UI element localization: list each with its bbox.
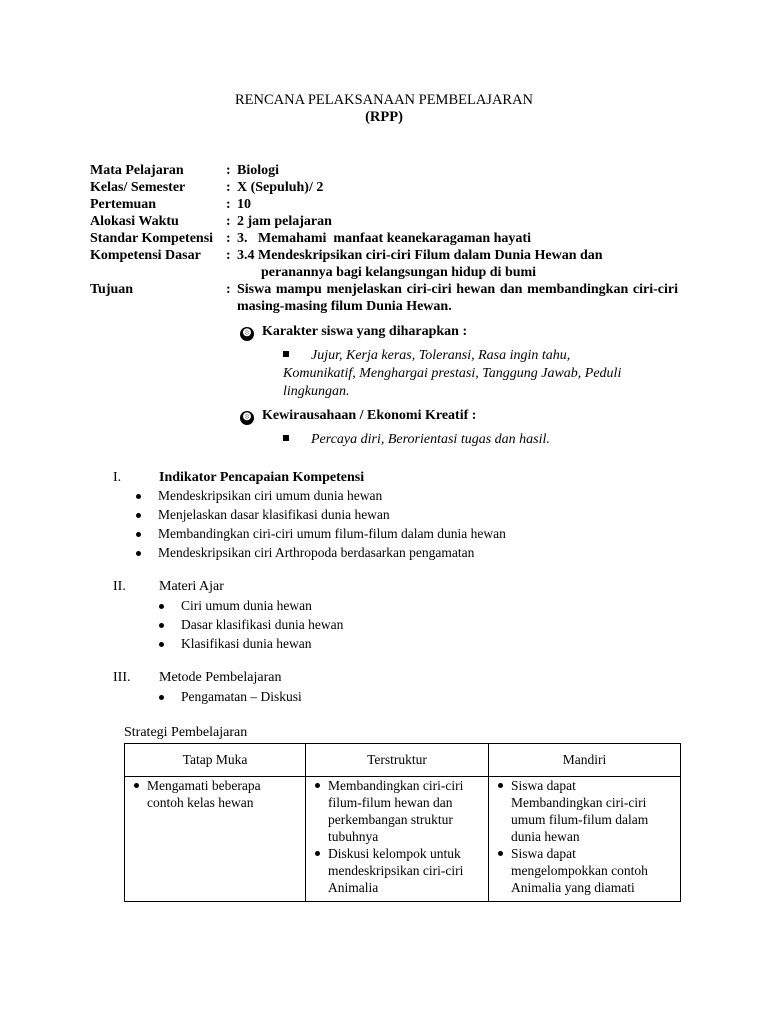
cell-text: Siswa dapat: [511, 846, 576, 861]
bullet-icon: [136, 513, 141, 518]
meta-colon: :: [226, 214, 231, 229]
bullet-icon: [136, 532, 141, 537]
meta-row-kompetensi: [90, 247, 690, 264]
bullet-icon: [159, 623, 164, 628]
list-item-text: Dasar klasifikasi dunia hewan: [181, 617, 344, 632]
meta-label: Mata Pelajaran: [90, 163, 184, 178]
kewirausahaan-label: Kewirausahaan / Ekonomi Kreatif :: [262, 408, 477, 423]
meta-value: X (Sepuluh)/ 2: [237, 180, 324, 195]
strategi-heading: Strategi Pembelajaran: [124, 725, 248, 740]
column-header: Tatap Muka: [125, 744, 306, 777]
section-heading-materi: [113, 579, 513, 597]
meta-value: 2 jam pelajaran: [237, 214, 332, 229]
cell-item: [489, 845, 680, 896]
karakter-heading: [240, 324, 467, 341]
bullet-icon: [315, 851, 320, 856]
meta-row-standar: [90, 230, 690, 247]
bullet-icon: [136, 551, 141, 556]
meta-label: Tujuan: [90, 282, 134, 297]
cell-text: mendeskripsikan ciri-ciri: [328, 863, 464, 878]
cell-item: [306, 777, 488, 845]
table-cell-tatap-muka: [125, 777, 306, 902]
strategy-table: [124, 743, 681, 902]
karakter-label: Karakter siswa yang diharapkan :: [262, 324, 468, 339]
square-bullet-icon: [283, 351, 289, 357]
column-header: Terstruktur: [306, 744, 489, 777]
meta-value: 3. Memahami manfaat keanekaragaman hayati: [237, 231, 531, 246]
meta-row-kompetensi-cont: [90, 264, 690, 281]
section-label: Materi Ajar: [159, 579, 224, 594]
numbered-circle-icon: ❽: [240, 411, 254, 425]
meta-colon: :: [226, 180, 231, 195]
karakter-list: [283, 347, 663, 401]
cell-item: [306, 845, 488, 896]
meta-row-mata-pelajaran: [90, 162, 690, 179]
cell-item: [125, 777, 305, 811]
cell-text: perkembangan struktur: [328, 812, 453, 827]
section-number: III.: [113, 670, 131, 685]
bullet-icon: [159, 604, 164, 609]
list-item-text: Ciri umum dunia hewan: [181, 598, 312, 613]
meta-label: Standar Kompetensi: [90, 231, 214, 246]
cell-text: Animalia: [328, 880, 379, 895]
cell-text: contoh kelas hewan: [147, 795, 254, 810]
bullet-icon: [498, 783, 503, 788]
meta-label: Kelas/ Semester: [90, 180, 186, 195]
square-bullet-icon: [283, 435, 289, 441]
bullet-icon: [134, 783, 139, 788]
section-number: I.: [113, 470, 122, 485]
table-header-row: [125, 744, 681, 777]
section-heading-indikator: [113, 470, 513, 488]
meta-value: Siswa mampu menjelaskan ciri-ciri hewan dan membandingkan ciri-ciri masing-masing filum Dunia Hewan.: [237, 282, 678, 314]
list-item-text: Pengamatan – Diskusi: [181, 689, 302, 704]
list-item-text: Menjelaskan dasar klasifikasi dunia hewan: [158, 507, 390, 522]
meta-row-pertemuan: [90, 196, 690, 213]
kewirausahaan-text: Percaya diri, Berorientasi tugas dan hasil.: [311, 432, 550, 447]
meta-label: Alokasi Waktu: [90, 214, 179, 229]
meta-colon: :: [226, 231, 231, 246]
table-cell-terstruktur: [306, 777, 489, 902]
cell-text: filum-filum hewan dan: [328, 795, 453, 810]
kewirausahaan-heading: [240, 408, 476, 425]
document-title: RENCANA PELAKSANAAN PEMBELAJARAN: [234, 92, 534, 108]
meta-row-alokasi: [90, 213, 690, 230]
meta-value: 3.4 Mendeskripsikan ciri-ciri Filum dalam Dunia Hewan dan: [237, 248, 603, 263]
karakter-text: lingkungan.: [283, 384, 350, 399]
document-subtitle: (RPP): [365, 109, 403, 125]
meta-value-continuation: peranannya bagi kelangsungan hidup di bumi: [261, 265, 537, 280]
meta-colon: :: [226, 163, 231, 178]
meta-colon: :: [226, 197, 231, 212]
bullet-icon: [315, 783, 320, 788]
meta-row-kelas: [90, 179, 690, 196]
cell-text: umum filum-filum dalam: [511, 812, 649, 827]
cell-text: Siswa dapat: [511, 778, 576, 793]
meta-value: Biologi: [237, 163, 280, 178]
table-cell-mandiri: [489, 777, 681, 902]
list-item-text: Mendeskripsikan ciri umum dunia hewan: [158, 488, 383, 503]
cell-text: tubuhnya: [328, 829, 379, 844]
cell-text: mengelompokkan contoh: [511, 863, 648, 878]
bullet-icon: [159, 695, 164, 700]
cell-text: Mengamati beberapa: [147, 778, 261, 793]
meta-value: 10: [237, 197, 251, 212]
bullet-icon: [159, 642, 164, 647]
section-heading-metode: [113, 670, 513, 688]
karakter-text: Jujur, Kerja keras, Toleransi, Rasa ingin tahu,: [311, 348, 571, 363]
bullet-icon: [136, 494, 141, 499]
karakter-text: Komunikatif, Menghargai prestasi, Tanggung Jawab, Peduli: [283, 366, 622, 381]
list-item-text: Mendeskripsikan ciri Arthropoda berdasarkan pengamatan: [158, 545, 475, 560]
numbered-circle-icon: ❽: [240, 327, 254, 341]
meta-label: Kompetensi Dasar: [90, 248, 201, 263]
cell-item: [489, 777, 680, 845]
identity-block: [90, 162, 690, 315]
meta-colon: :: [226, 282, 231, 297]
cell-text: Animalia yang diamati: [511, 880, 635, 895]
list-item-text: Klasifikasi dunia hewan: [181, 636, 312, 651]
meta-label: Pertemuan: [90, 197, 157, 212]
bullet-icon: [498, 851, 503, 856]
section-label: Metode Pembelajaran: [159, 670, 282, 685]
column-header: Mandiri: [489, 744, 681, 777]
kewirausahaan-list: [283, 431, 663, 449]
cell-text: Membandingkan ciri-ciri: [511, 795, 647, 810]
table-row: [125, 777, 681, 902]
kewirausahaan-line: [283, 431, 663, 449]
meta-row-tujuan: [90, 281, 690, 315]
list-item-text: Membandingkan ciri-ciri umum filum-filum dalam dunia hewan: [158, 526, 506, 541]
section-number: II.: [113, 579, 126, 594]
karakter-line: [283, 347, 663, 365]
cell-text: Diskusi kelompok untuk: [328, 846, 461, 861]
meta-colon: :: [226, 248, 231, 263]
cell-text: Membandingkan ciri-ciri: [328, 778, 464, 793]
cell-text: dunia hewan: [511, 829, 580, 844]
section-label: Indikator Pencapaian Kompetensi: [159, 470, 365, 485]
